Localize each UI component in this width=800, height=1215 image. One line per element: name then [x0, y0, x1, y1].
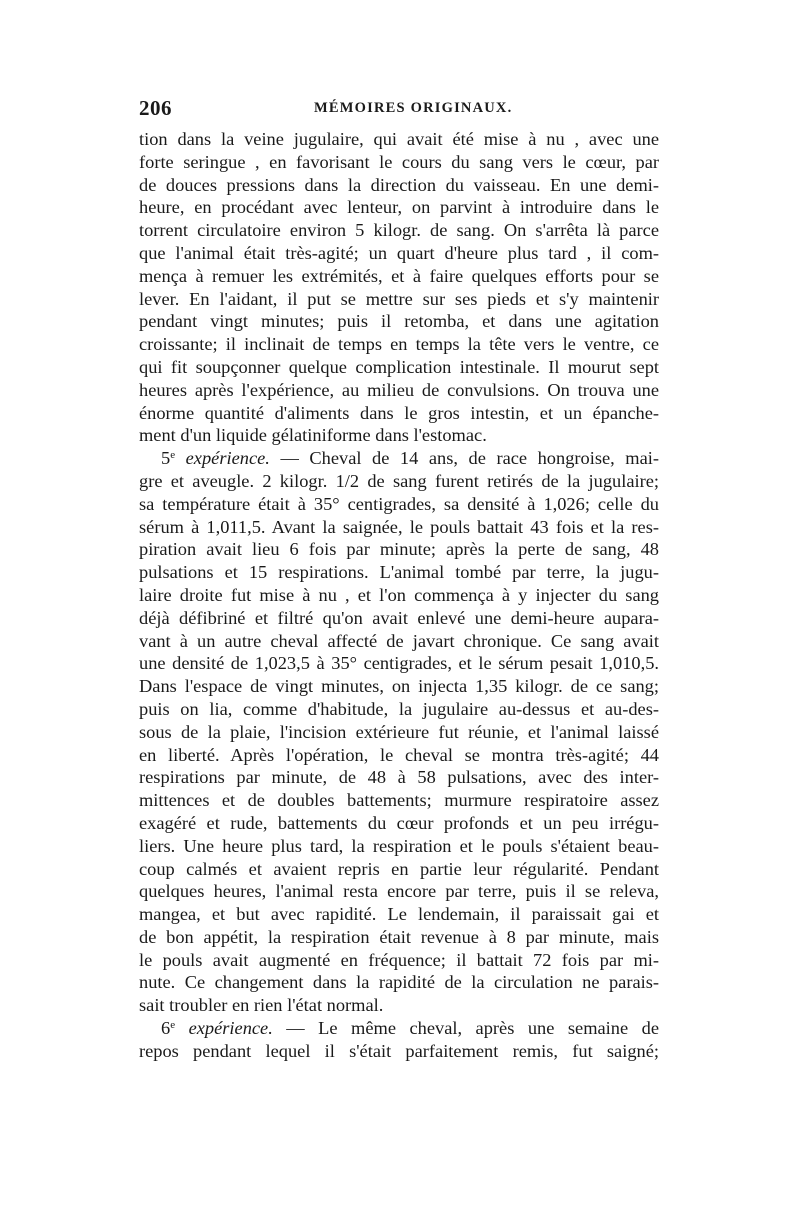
text-line: une densité de 1,023,5 à 35° centigrades, et le sérum pesait 1,010,5.: [139, 653, 659, 674]
text-line: vant à un autre cheval affecté de javart chronique. Ce sang avait: [139, 630, 659, 651]
text-line: gre et aveugle. 2 kilogr. 1/2 de sang furent retirés de la jugulaire;: [139, 470, 659, 491]
text-line: déjà défibriné et filtré qu'on avait enlevé une demi-heure aupara-: [139, 607, 659, 628]
text-line: torrent circulatoire environ 5 kilogr. de sang. On s'arrêta là parce: [139, 220, 659, 241]
text-line: liers. Une heure plus tard, la respiration et le pouls s'étaient beau-: [139, 835, 659, 856]
text-line: sa température était à 35° centigrades, sa densité à 1,026; celle du: [139, 493, 659, 514]
text-line: sérum à 1,011,5. Avant la saignée, le pouls battait 43 fois et la res-: [139, 516, 659, 537]
text-line: sous de la plaie, l'incision extérieure fut réunie, et l'animal laissé: [139, 721, 659, 742]
text-line: quelques heures, l'animal resta encore par terre, puis il se releva,: [139, 881, 659, 902]
text-line: laire droite fut mise à nu , et l'on commença à y injecter du sang: [139, 584, 659, 605]
text-line: sait troubler en rien l'état normal.: [139, 995, 384, 1016]
text-line: pendant vingt minutes; puis il retomba, et dans une agitation: [139, 311, 659, 332]
text-line: mangea, et but avec rapidité. Le lendemain, il paraissait gai et: [139, 904, 659, 925]
text-line: exagéré et rude, battements du cœur profonds et un peu irrégu-: [139, 812, 659, 833]
text-line: forte seringue , en favorisant le cours du sang vers le cœur, par: [139, 151, 659, 172]
text-line: de bon appétit, la respiration était revenue à 8 par minute, mais: [139, 926, 659, 947]
experiment-6-heading-line: 6e expérience. — Le même cheval, après une semaine de: [161, 1018, 659, 1039]
text-line: coup calmés et avaient repris en partie leur régularité. Pendant: [139, 858, 659, 879]
text-line: tion dans la veine jugulaire, qui avait été mise à nu , avec une: [139, 129, 659, 149]
text-line: repos pendant lequel il s'était parfaitement remis, fut saigné;: [139, 1040, 659, 1061]
text-line: Dans l'espace de vingt minutes, on injecta 1,35 kilogr. de ce sang;: [139, 676, 659, 697]
text-line: en liberté. Après l'opération, le cheval se montra très-agité; 44: [139, 744, 659, 765]
experiment-5-heading-line: 5e expérience. — Cheval de 14 ans, de race hongroise, mai-: [161, 448, 659, 469]
running-title: MÉMOIRES ORIGINAUX.: [314, 100, 513, 116]
text-line: respirations par minute, de 48 à 58 pulsations, avec des inter-: [139, 767, 659, 788]
text-line: heures après l'expérience, au milieu de convulsions. On trouva une: [139, 379, 659, 400]
page-number: 206: [139, 96, 172, 120]
text-line: croissante; il inclinait de temps en temps la tête vers le ventre, ce: [139, 334, 659, 355]
book-page: [139, 96, 659, 1063]
text-line: nute. Ce changement dans la rapidité de la circulation ne parais-: [139, 972, 659, 993]
text-line: le pouls avait augmenté en fréquence; il battait 72 fois par mi-: [139, 949, 659, 970]
text-line: mittences et de doubles battements; murmure respiratoire assez: [139, 790, 659, 811]
text-line: de douces pressions dans la direction du vaisseau. En une demi-: [139, 174, 659, 195]
text-line: mença à remuer les extrémités, et à faire quelques efforts pour se: [139, 265, 659, 286]
text-line: puis on lia, comme d'habitude, la jugulaire au-dessus et au-des-: [139, 698, 659, 719]
text-line: piration avait lieu 6 fois par minute; après la perte de sang, 48: [139, 539, 659, 560]
text-line: qui fit soupçonner quelque complication intestinale. Il mourut sept: [139, 356, 659, 377]
text-line: lever. En l'aidant, il put se mettre sur ses pieds et s'y maintenir: [139, 288, 659, 309]
text-line: pulsations et 15 respirations. L'animal tombé par terre, la jugu-: [139, 562, 659, 583]
text-line: ment d'un liquide gélatiniforme dans l'estomac.: [139, 425, 487, 446]
text-line: heure, en procédant avec lenteur, on parvint à introduire dans le: [139, 197, 659, 218]
text-line: énorme quantité d'aliments dans le gros intestin, et un épanche-: [139, 402, 659, 423]
text-line: que l'animal était très-agité; un quart d'heure plus tard , il com-: [139, 242, 659, 263]
body-text: [139, 128, 659, 1063]
page-header: [139, 96, 659, 126]
